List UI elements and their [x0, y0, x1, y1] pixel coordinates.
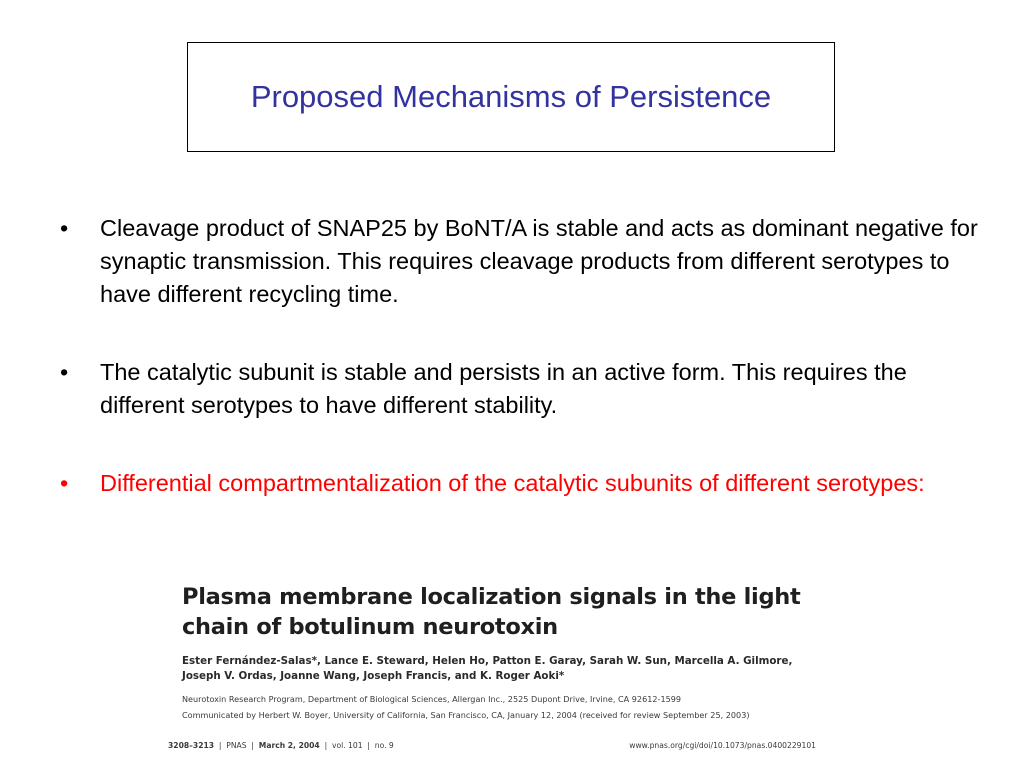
paper-authors: [182, 654, 792, 684]
paper-affiliation-block: [182, 691, 750, 723]
bullet-marker: •: [60, 215, 69, 241]
paper-title: [182, 582, 800, 642]
authors-line: Ester Fernández-Salas*, Lance E. Steward, Helen Ho, Patton E. Garay, Sarah W. Sun, Marcella A. Gilmore,: [182, 655, 793, 667]
citation-journal: PNAS: [226, 741, 247, 750]
paper-citation: [168, 741, 394, 750]
citation-pages: 3208–3213: [168, 741, 215, 750]
paper-affiliation: Neurotoxin Research Program, Department of Biological Sciences, Allergan Inc., 2525 Dupont Drive, Irvine, CA 92612-1599: [182, 694, 682, 704]
bullet-list: [60, 212, 980, 545]
bullet-text: Differential compartmentalization of the catalytic subunits of different serotypes:: [100, 470, 925, 496]
citation-sep: |: [251, 741, 254, 750]
slide-title-box: [187, 42, 835, 152]
citation-date: March 2, 2004: [258, 741, 320, 750]
citation-sep: |: [324, 741, 328, 750]
bullet-item: [60, 356, 980, 422]
paper-clipping-image: [168, 578, 816, 760]
paper-doi-url: www.pnas.org/cgi/doi/10.1073/pnas.0400229101: [629, 741, 816, 750]
citation-volume: vol. 101: [331, 741, 363, 750]
citation-sep: |: [367, 741, 370, 750]
citation-sep: |: [218, 741, 222, 750]
bullet-marker: •: [60, 470, 69, 496]
bullet-text: Cleavage product of SNAP25 by BoNT/A is stable and acts as dominant negative for synaptic transmission. This requires cleavage products from different serotypes to have different recycling time.: [100, 215, 978, 307]
paper-title-line: chain of botulinum neurotoxin: [182, 614, 558, 640]
slide-title: Proposed Mechanisms of Persistence: [250, 79, 772, 114]
bullet-item-highlighted: [60, 467, 980, 500]
bullet-text: The catalytic subunit is stable and persists in an active form. This requires the different serotypes to have different stability.: [100, 359, 907, 418]
citation-number: no. 9: [374, 741, 394, 750]
paper-communicated: Communicated by Herbert W. Boyer, University of California, San Francisco, CA, January 12, 2004 (received for review September 25, 2003): [182, 710, 750, 720]
bullet-item: [60, 212, 980, 311]
paper-title-line: Plasma membrane localization signals in the light: [182, 584, 801, 610]
bullet-marker: •: [60, 359, 69, 385]
authors-line: Joseph V. Ordas, Joanne Wang, Joseph Francis, and K. Roger Aoki*: [182, 670, 565, 682]
